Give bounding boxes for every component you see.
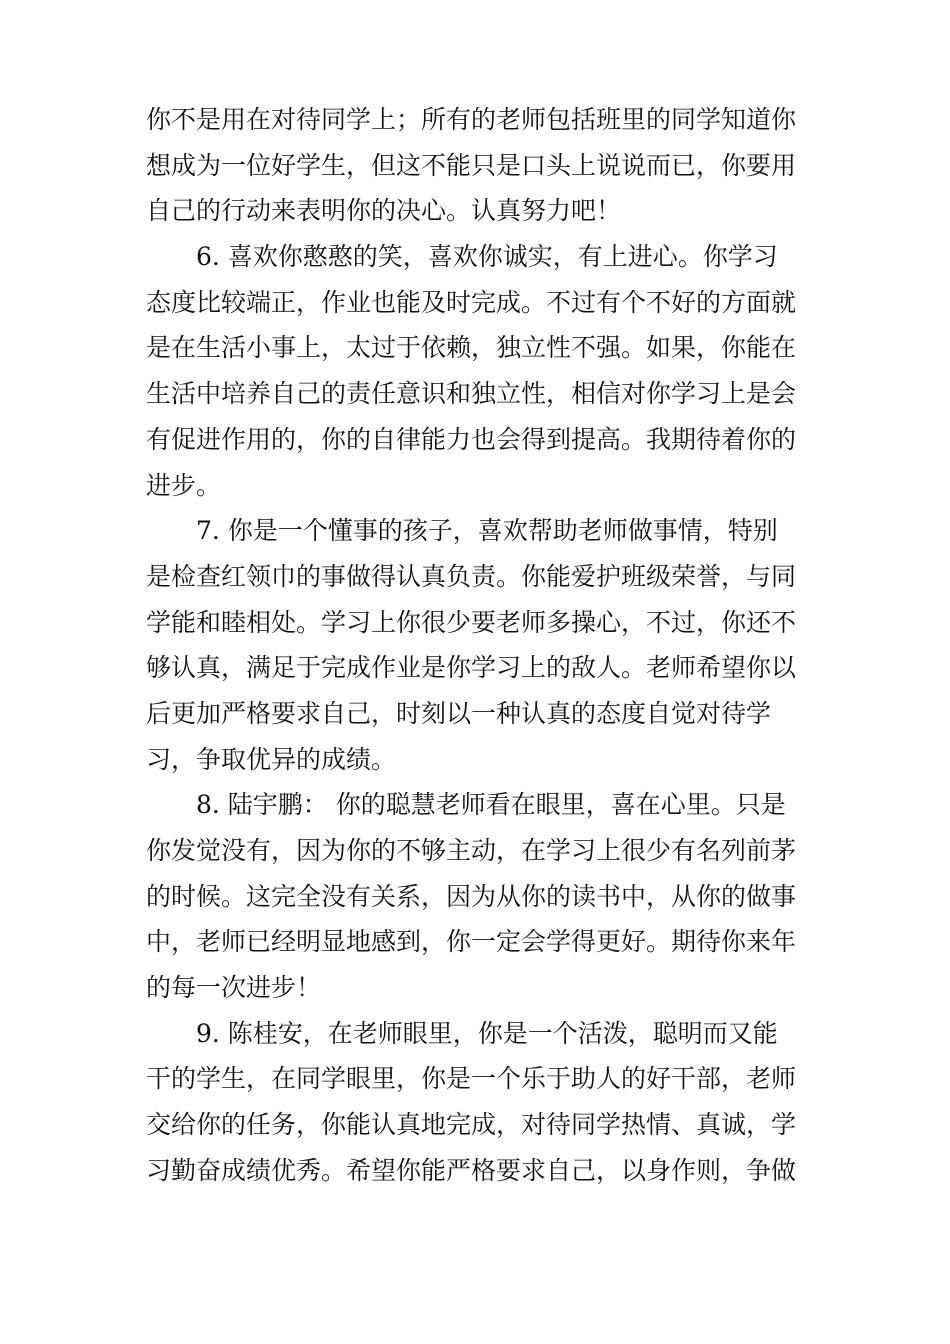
text-line: 学能和睦相处。学习上你很少要老师多操心，不过，你还不 <box>146 607 797 637</box>
paragraph-8-first-line: 8. 陆宇鹏： 你的聪慧老师看在眼里，喜在心里。只是 <box>196 790 786 820</box>
text-line: 生活中培养自己的责任意识和独立性，相信对你学习上是会 <box>146 379 797 409</box>
text-line: 想成为一位好学生，但这不能只是口头上说说而已，你要用 <box>146 150 797 180</box>
text-line: 中，老师已经明显地感到，你一定会学得更好。期待你来年 <box>146 927 797 957</box>
text-line: 你不是用在对待同学上；所有的老师包括班里的同学知道你 <box>146 105 797 134</box>
text-line: 进步。 <box>146 470 222 500</box>
text-line: 习勤奋成绩优秀。希望你能严格要求自己，以身作则，争做 <box>146 1155 797 1185</box>
text-line: 有促进作用的，你的自律能力也会得到提高。我期待着你的 <box>146 424 797 454</box>
text-line: 是在生活小事上，太过于依赖，独立性不强。如果，你能在 <box>146 333 797 363</box>
text-line: 自己的行动来表明你的决心。认真努力吧！ <box>146 196 622 226</box>
text-line: 的每一次进步！ <box>146 973 322 1003</box>
text-line: 够认真，满足于完成作业是你学习上的敌人。老师希望你以 <box>146 653 797 683</box>
paragraph-9-first-line: 9. 陈桂安，在老师眼里，你是一个活泼，聪明而又能 <box>196 1018 778 1048</box>
text-line: 习，争取优异的成绩。 <box>146 744 397 774</box>
text-line: 的时候。这完全没有关系，因为从你的读书中，从你的做事 <box>146 881 797 911</box>
text-line: 后更加严格要求自己，时刻以一种认真的态度自觉对待学 <box>146 698 772 728</box>
text-line: 你发觉没有，因为你的不够主动，在学习上很少有名列前茅 <box>146 836 797 865</box>
paragraph-6-first-line: 6. 喜欢你憨憨的笑，喜欢你诚实，有上进心。你学习 <box>196 242 778 272</box>
text-line: 态度比较端正，作业也能及时完成。不过有个不好的方面就 <box>146 287 797 317</box>
text-line: 是检查红领巾的事做得认真负责。你能爱护班级荣誉，与同 <box>146 561 797 591</box>
text-line: 干的学生，在同学眼里，你是一个乐于助人的好干部，老师 <box>146 1064 797 1094</box>
text-line: 交给你的任务，你能认真地完成，对待同学热情、真诚，学 <box>146 1110 797 1140</box>
document-body <box>146 97 816 1194</box>
paragraph-7-first-line: 7. 你是一个懂事的孩子，喜欢帮助老师做事情，特别 <box>196 516 778 546</box>
